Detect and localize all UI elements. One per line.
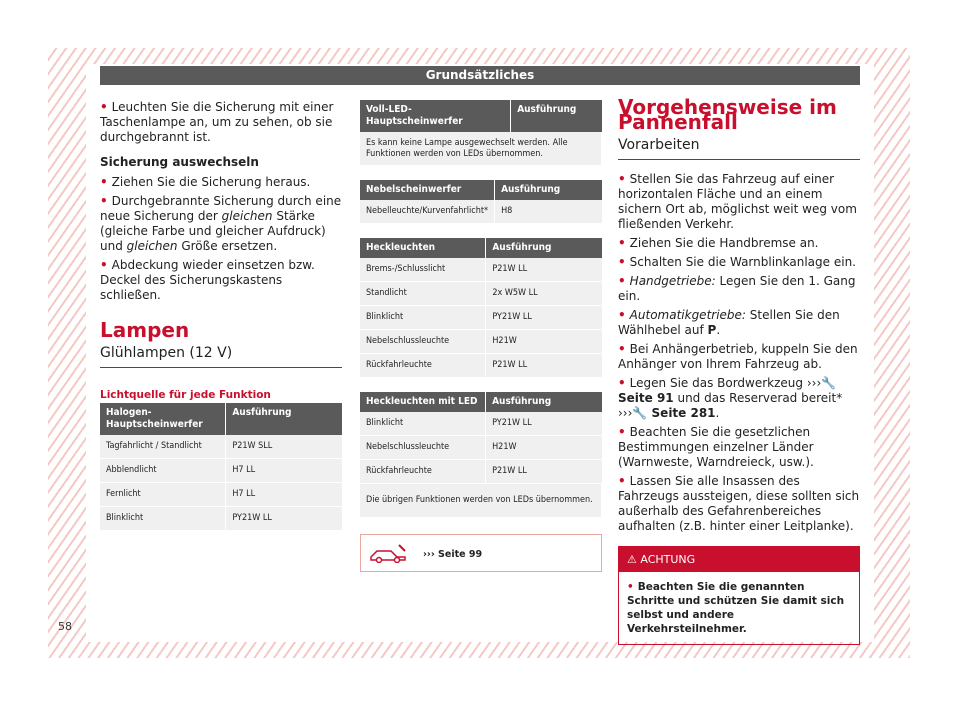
page-link[interactable]: Seite 91 [618, 391, 674, 405]
subheading: Sicherung auswechseln [100, 155, 259, 169]
section-subtitle: Vorarbeiten [618, 138, 860, 160]
table-row: Standlicht 2x W5W LL [360, 282, 602, 306]
bullet: • Schalten Sie die Warnblinkanlage ein. [618, 255, 856, 269]
bullet: • Legen Sie das Bordwerkzeug ›››🔧 Seite 91 und das Reserverad bereit* ›››🔧 Seite 281. [618, 376, 843, 420]
section-subtitle: Glühlampen (12 V) [100, 346, 342, 368]
section-title: Lampen [100, 318, 190, 342]
warning-triangle-icon: ⚠ [627, 553, 637, 566]
warning-box [618, 546, 860, 645]
bullet: • Stellen Sie das Fahrzeug auf einer horizontalen Fläche und an einem sichern Ort ab, möglichst weit weg vom fließenden Verkehr. [618, 172, 857, 231]
table-row: Blinklicht PY21W LL [360, 306, 602, 330]
bullet: • Ziehen Sie die Handbremse an. [618, 236, 819, 250]
table-row: Brems-/Schlusslicht P21W LL [360, 258, 602, 282]
car-wrench-icon: 🔧 [821, 376, 837, 390]
led-headlight-table: Voll-LED-Hauptscheinwerfer Ausführung Es kann keine Lampe ausgewechselt werden. Alle Funktionen werden von LEDs übernommen. [360, 100, 602, 166]
led-tail-light-table: Heckleuchten mit LED Ausführung Blinklicht PY21W LL Nebelschlussleuchte H21W Rückfahrleuchte P21W LL Die übrigen Funktionen werden von LEDs übernommen. [360, 392, 602, 518]
column-left [100, 100, 342, 531]
table-row: Nebelleuchte/Kurvenfahrlicht* H8 [360, 200, 602, 224]
table-row: Nebelschlussleuchte H21W [360, 436, 602, 460]
table-row: Blinklicht PY21W LL [360, 412, 602, 436]
bullet: • Lassen Sie alle Insassen des Fahrzeugs aussteigen, diese sollten sich außerhalb des Gefahrenbereiches aufhalten (z.B. hinter einer Leitplanke). [618, 474, 860, 533]
bullet: • Ziehen Sie die Sicherung heraus. [100, 175, 311, 189]
page-reference-link[interactable]: ››› Seite 99 [423, 549, 483, 560]
table-row: Nebelschlussleuchte H21W [360, 330, 602, 354]
page-link[interactable]: Seite 281 [647, 406, 716, 420]
bullet: • Bei Anhängerbetrieb, kuppeln Sie den Anhänger von Ihrem Fahrzeug ab. [618, 342, 858, 371]
page-number: 58 [58, 620, 72, 633]
bullet: • Handgetriebe: Legen Sie den 1. Gang ein. [618, 274, 856, 303]
bullet: • Automatikgetriebe: Stellen Sie den Wählhebel auf P. [618, 308, 840, 337]
table-row: Fernlicht H7 LL [100, 483, 342, 507]
table-row: Rückfahrleuchte P21W LL [360, 354, 602, 378]
table-row: Abblendlicht H7 LL [100, 459, 342, 483]
column-middle [360, 100, 602, 572]
page-reference-box [360, 534, 602, 572]
bullet: • Abdeckung wieder einsetzen bzw. Deckel des Sicherungskastens schließen. [100, 258, 315, 302]
tail-light-table: Heckleuchten Ausführung Brems-/Schlusslicht P21W LL Standlicht 2x W5W LL Blinklicht PY21W LL Nebelschlussleuchte H21W Rückfahrleuchte P21W LL [360, 238, 602, 378]
page-header: Grundsätzliches [100, 66, 860, 85]
bullet: • Durchgebrannte Sicherung durch eine neue Sicherung der gleichen Stärke (gleiche Farbe und gleicher Aufdruck) und gleichen Größe ersetzen. [100, 194, 342, 253]
paragraph: • Leuchten Sie die Sicherung mit einer Taschenlampe an, um zu sehen, ob sie durchgebrannt ist. [100, 100, 334, 144]
table-row: Blinklicht PY21W LL [100, 507, 342, 531]
warning-header: ⚠ ACHTUNG [619, 547, 859, 572]
car-wrench-icon [369, 543, 409, 563]
table-row: Rückfahrleuchte P21W LL [360, 460, 602, 484]
bullet: • Beachten Sie die gesetzlichen Bestimmungen einzelner Länder (Warnweste, Warndreieck, usw.). [618, 425, 814, 469]
table-row: Tagfahrlicht / Standlicht P21W SLL [100, 435, 342, 459]
section-title: Vorgehensweise im Pannenfall [618, 95, 837, 134]
table-caption: Lichtquelle für jede Funktion [100, 389, 271, 401]
fog-light-table: Nebelscheinwerfer Ausführung Nebelleuchte/Kurvenfahrlicht* H8 [360, 180, 602, 224]
column-right [618, 95, 860, 645]
car-wrench-icon: 🔧 [632, 406, 648, 420]
halogen-table: Halogen-Hauptscheinwerfer Ausführung Tagfahrlicht / Standlicht P21W SLL Abblendlicht H7 LL Fernlicht H7 LL Blinklicht PY21W LL [100, 403, 342, 531]
warning-text: • Beachten Sie die genannten Schritte und schützen Sie damit sich selbst und andere Verkehrsteilnehmer. [627, 581, 845, 635]
